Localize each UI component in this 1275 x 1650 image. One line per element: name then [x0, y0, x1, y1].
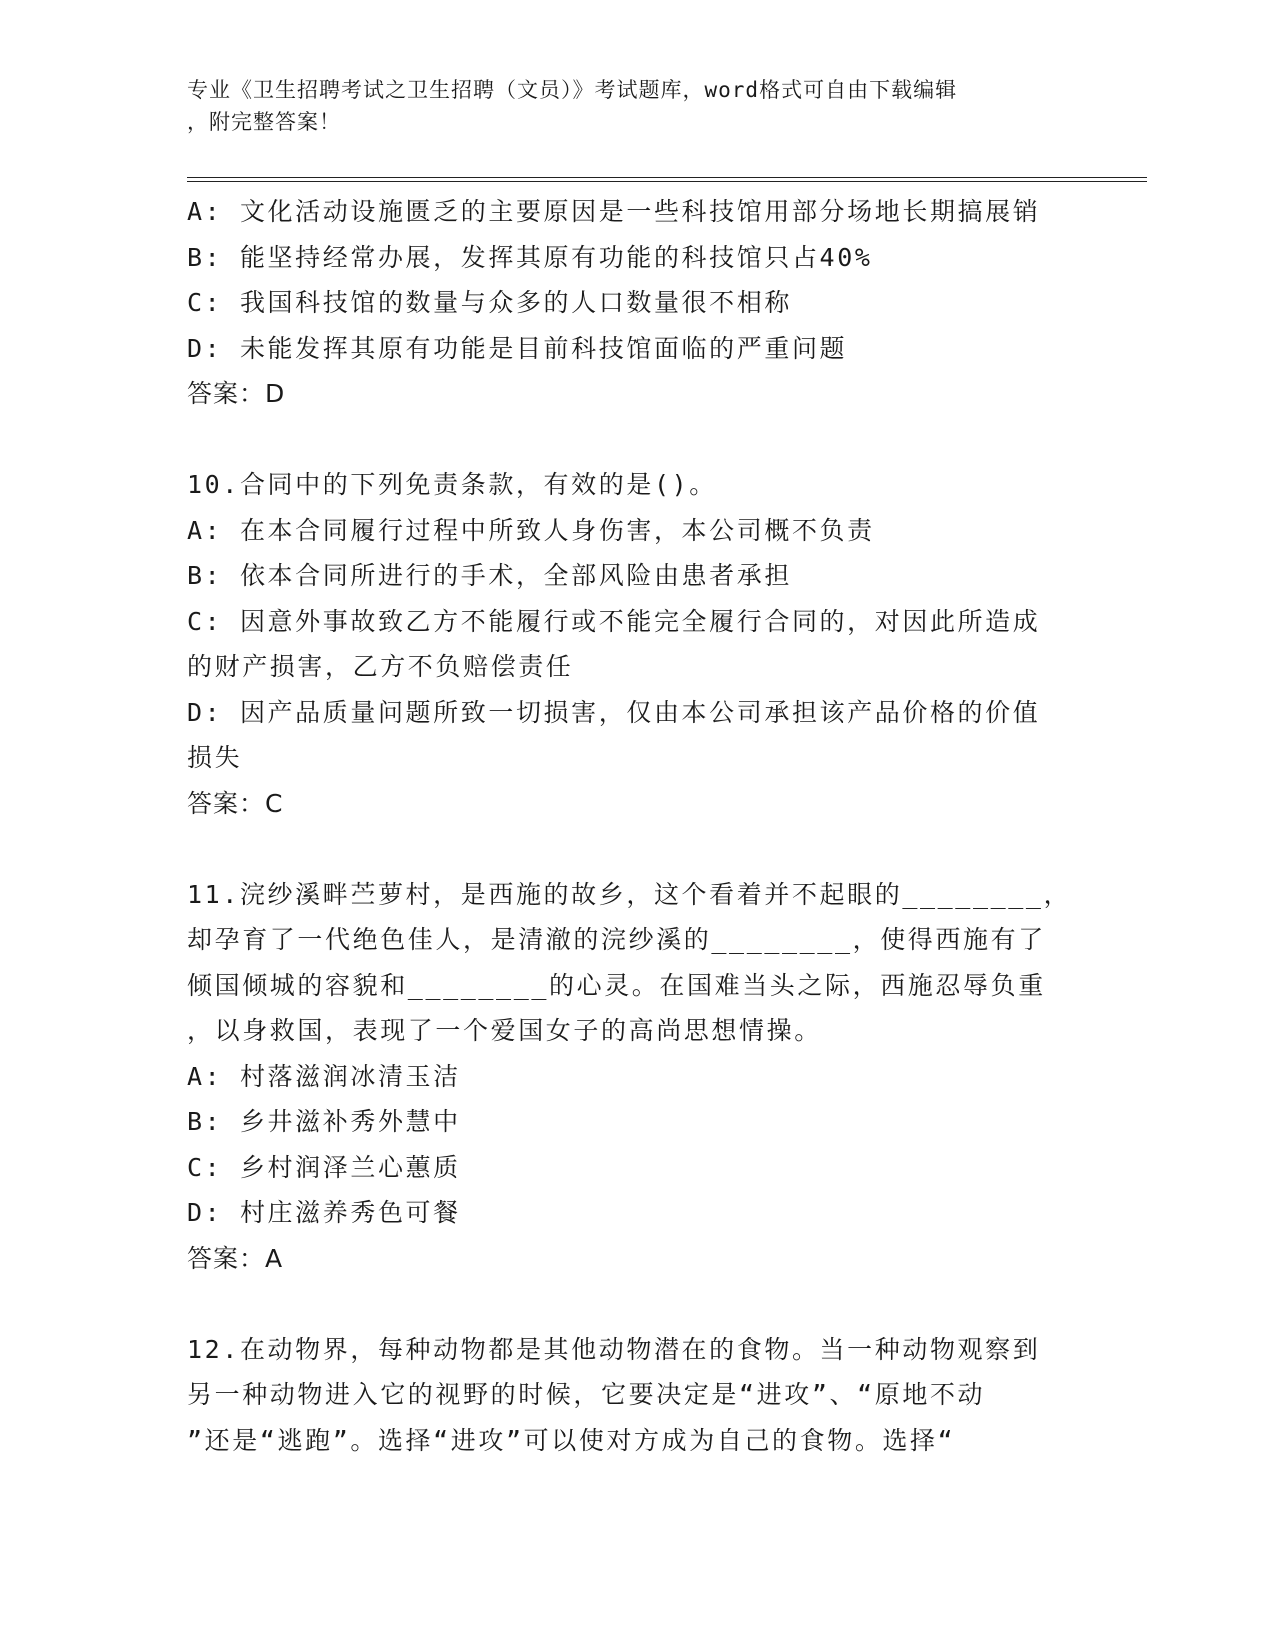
question-stem: 10.合同中的下列免责条款，有效的是()。	[187, 470, 717, 499]
option-a: A: 文化活动设施匮乏的主要原因是一些科技馆用部分场地长期搞展销	[187, 197, 1041, 226]
option-d: D: 未能发挥其原有功能是目前科技馆面临的严重问题	[187, 333, 848, 363]
option-b: B: 乡井滋补秀外慧中	[187, 1107, 461, 1136]
question-stem-line-3: ”还是“逃跑”。选择“进攻”可以使对方成为自己的食物。选择“	[187, 1425, 956, 1455]
question-10	[187, 462, 1067, 826]
option-c: C: 因意外事故致乙方不能履行或不能完全履行合同的，对因此所造成	[187, 606, 1041, 636]
option-c: C: 我国科技馆的数量与众多的人口数量很不相称	[187, 288, 792, 317]
option-b: B: 能坚持经常办展，发挥其原有功能的科技馆只占40%	[187, 242, 873, 272]
question-stem-line-2: 却孕育了一代绝色佳人，是清澈的浣纱溪的________，使得西施有了	[187, 925, 1046, 954]
question-stem-line-3: 倾国倾城的容貌和________的心灵。在国难当头之际，西施忍辱负重	[187, 970, 1046, 1000]
spacer	[187, 417, 1067, 463]
option-a: A: 在本合同履行过程中所致人身伤害，本公司概不负责	[187, 515, 875, 545]
answer: 答案：D	[187, 379, 286, 408]
question-stem: 11.浣纱溪畔苎萝村，是西施的故乡，这个看着并不起眼的________，	[187, 879, 1072, 909]
question-9-tail	[187, 189, 1067, 417]
option-d-continuation: 损失	[187, 743, 243, 772]
header-title-continuation: ，附完整答案！	[187, 110, 341, 134]
option-a: A: 村落滋润冰清玉洁	[187, 1061, 461, 1091]
option-c-continuation: 的财产损害，乙方不负赔偿责任	[187, 652, 574, 681]
question-stem-line-4: ，以身救国，表现了一个爱国女子的高尚思想情操。	[187, 1016, 822, 1045]
option-b: B: 依本合同所进行的手术，全部风险由患者承担	[187, 561, 792, 590]
question-stem-line-2: 另一种动物进入它的视野的时候，它要决定是“进攻”、“原地不动	[187, 1380, 986, 1409]
option-d: D: 村庄滋养秀色可餐	[187, 1198, 461, 1227]
option-c: C: 乡村润泽兰心蕙质	[187, 1152, 461, 1182]
document-body	[187, 189, 1072, 1463]
question-12	[187, 1327, 1067, 1464]
header-title: 专业《卫生招聘考试之卫生招聘（文员）》考试题库，word格式可自由下载编辑	[187, 78, 958, 102]
question-stem: 12.在动物界，每种动物都是其他动物潜在的食物。当一种动物观察到	[187, 1334, 1041, 1364]
spacer	[187, 826, 1067, 872]
document-header	[187, 74, 1067, 138]
option-d: D: 因产品质量问题所致一切损害，仅由本公司承担该产品价格的价值	[187, 697, 1041, 727]
answer: 答案：C	[187, 788, 284, 818]
answer: 答案：A	[187, 1243, 284, 1273]
spacer	[187, 1281, 1067, 1327]
question-11	[187, 872, 1072, 1282]
header-divider	[187, 177, 1147, 182]
